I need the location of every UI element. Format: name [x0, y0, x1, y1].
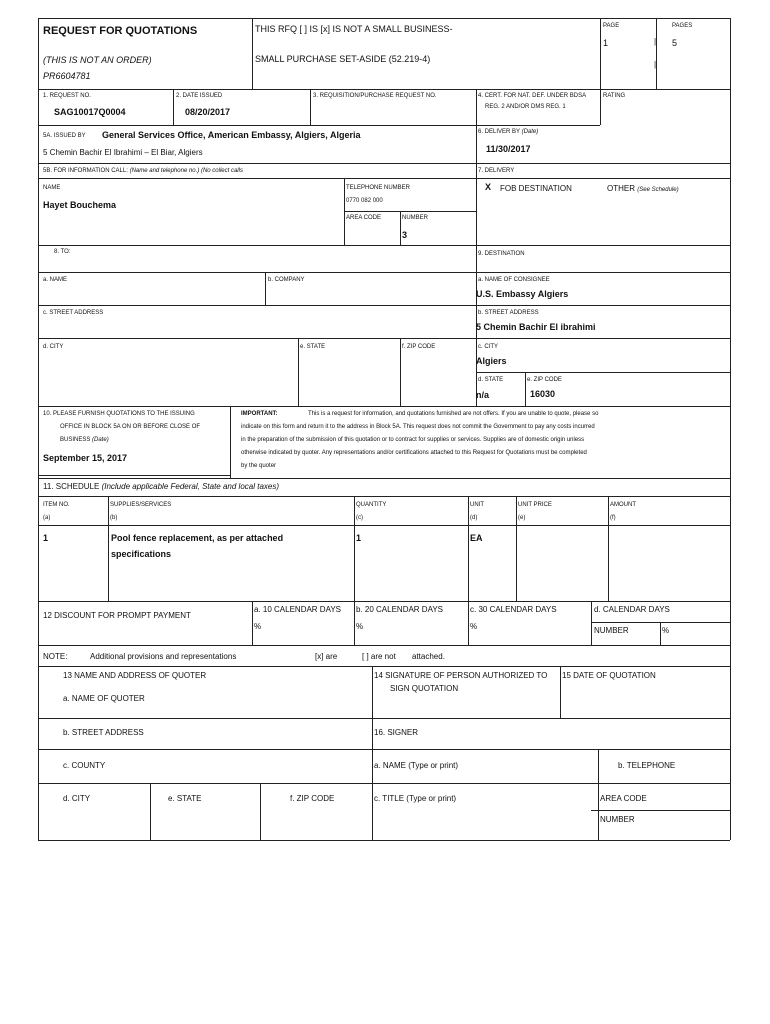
signer-label: 16. SIGNER [374, 728, 419, 737]
furnish-quotations-line3: BUSINESS (Date) [60, 437, 109, 443]
col-quantity-label: QUANTITY [356, 502, 387, 508]
signer-name-field[interactable]: a. NAME (Type or print) [374, 761, 459, 770]
to-label: 8. TO: [54, 249, 71, 255]
contact-name-value: Hayet Bouchema [43, 200, 117, 210]
contact-name-label: NAME [43, 185, 61, 191]
discount-10-days: a. 10 CALENDAR DAYS [254, 605, 341, 614]
page-label: PAGE [603, 23, 620, 29]
col-amount-label: AMOUNT [610, 502, 636, 508]
to-street-label: c. STREET ADDRESS [43, 310, 104, 316]
quoter-state-field[interactable]: e. STATE [168, 794, 202, 803]
row-supplies-line1: Pool fence replacement, as per attached [111, 533, 284, 543]
rating-label: RATING [603, 93, 626, 99]
other-option: OTHER (See Schedule) [607, 184, 679, 193]
quoter-county-field[interactable]: c. COUNTY [63, 761, 106, 770]
set-aside-statement: SMALL PURCHASE SET-ASIDE (52.219-4) [255, 54, 431, 64]
request-no-value: SAG10017Q0004 [54, 107, 126, 117]
not-order-notice: (THIS IS NOT AN ORDER) [43, 55, 152, 65]
signer-area-code-field[interactable]: AREA CODE [600, 794, 647, 803]
info-call-label: 5B. FOR INFORMATION CALL: (Name and telephone no.) (No collect calls [43, 168, 243, 174]
discount-d-days: d. CALENDAR DAYS [594, 605, 670, 614]
furnish-quotations-line2: OFFICE IN BLOCK 5A ON OR BEFORE CLOSE OF [60, 424, 201, 430]
telephone-value: 0770 082 000 [346, 198, 383, 204]
dest-state-label: d. STATE [478, 377, 504, 383]
pr-number: PR6604781 [43, 71, 91, 81]
col-unit-sub: (d) [470, 515, 478, 521]
page-value: 1 [603, 38, 609, 48]
col-item-no-sub: (a) [43, 515, 51, 521]
discount-30-pct[interactable]: % [470, 622, 478, 631]
dest-zip-value: 16030 [530, 389, 556, 399]
important-line2: indicate on this form and return it to the address in Block 5A. This request does not commit the Government to pay any costs incurred [241, 424, 595, 430]
signer-telephone-field[interactable]: b. TELEPHONE [618, 761, 676, 770]
col-unit-price-sub: (e) [518, 515, 526, 521]
telephone-label: TELEPHONE NUMBER [346, 185, 411, 191]
deliver-by-value: 11/30/2017 [486, 144, 531, 154]
col-supplies-label: SUPPLIES/SERVICES [110, 502, 172, 508]
deliver-by-label: 6. DELIVER BY (Date) [478, 129, 539, 135]
number-label: NUMBER [402, 215, 429, 221]
consignee-value: U.S. Embassy Algiers [476, 289, 569, 299]
dest-state-value: n/a [476, 390, 490, 400]
note-text: Additional provisions and representations [90, 652, 237, 661]
discount-30-days: c. 30 CALENDAR DAYS [470, 605, 557, 614]
note-are-option: [x] are [315, 652, 338, 661]
row-item-no: 1 [43, 533, 49, 543]
dest-city-label: c. CITY [478, 344, 499, 350]
note-attached: attached. [412, 652, 445, 661]
to-state-label: e. STATE [300, 344, 326, 350]
row-unit: EA [470, 533, 483, 543]
discount-20-days: b. 20 CALENDAR DAYS [356, 605, 443, 614]
dest-city-value: Algiers [476, 356, 507, 366]
note-label: NOTE: [43, 652, 68, 661]
discount-10-pct[interactable]: % [254, 622, 262, 631]
quoter-city-field[interactable]: d. CITY [63, 794, 91, 803]
request-no-label: 1. REQUEST NO. [43, 93, 91, 99]
dest-street-value: 5 Chemin Bachir El ibrahimi [476, 322, 596, 332]
cert-label-line2: REG. 2 AND/OR DMS REG. 1 [485, 104, 566, 110]
date-of-quotation-label[interactable]: 15 DATE OF QUOTATION [562, 671, 656, 680]
rfq-small-business-statement: THIS RFQ [ ] IS [x] IS NOT A SMALL BUSINESS- [255, 24, 453, 34]
col-item-no-label: ITEM NO. [43, 502, 70, 508]
delivery-label: 7. DELIVERY [478, 168, 515, 174]
signature-label-line1: 14 SIGNATURE OF PERSON AUTHORIZED TO [374, 671, 548, 680]
pages-label: PAGES [672, 23, 693, 29]
quoter-street-field[interactable]: b. STREET ADDRESS [63, 728, 144, 737]
number-value: 3 [402, 230, 408, 240]
issued-by-value: General Services Office, American Embassy, Algiers, Algeria [102, 130, 361, 140]
destination-label: 9. DESTINATION [478, 251, 525, 257]
quoter-zip-field[interactable]: f. ZIP CODE [290, 794, 335, 803]
important-line1: This is a request for information, and quotations furnished are not offers. If you are unable to quote, please so [308, 411, 599, 417]
fob-checkmark: X [485, 182, 492, 192]
dest-street-label: b. STREET ADDRESS [478, 310, 539, 316]
quoter-block-label: 13 NAME AND ADDRESS OF QUOTER [63, 671, 207, 680]
to-zip-label: f. ZIP CODE [402, 344, 436, 350]
cert-label-line1: 4. CERT. FOR NAT. DEF. UNDER BDSA [478, 93, 587, 99]
signer-number-field[interactable]: NUMBER [600, 815, 635, 824]
pages-value: 5 [672, 38, 678, 48]
col-supplies-sub: (b) [110, 515, 118, 521]
furnish-quotations-line1: 10. PLEASE FURNISH QUOTATIONS TO THE ISSUING [43, 411, 195, 417]
page-separator-lower: | [654, 60, 657, 69]
col-unit-label: UNIT [470, 502, 484, 508]
to-company-label: b. COMPANY [268, 277, 305, 283]
important-line4: otherwise indicated by quoter. Any representations and/or certifications attached to this Request for Quotations must be completed [241, 450, 587, 456]
row-supplies-line2: specifications [111, 549, 172, 559]
to-city-label: d. CITY [43, 344, 64, 350]
to-name-label: a. NAME [43, 277, 68, 283]
quoter-name-field[interactable]: a. NAME OF QUOTER [63, 694, 145, 703]
date-issued-label: 2. DATE ISSUED [176, 93, 223, 99]
discount-d-pct[interactable]: % [662, 626, 670, 635]
discount-20-pct[interactable]: % [356, 622, 364, 631]
col-quantity-sub: (c) [356, 515, 363, 521]
important-label: IMPORTANT: [241, 411, 278, 417]
form-title: REQUEST FOR QUOTATIONS [43, 25, 198, 37]
issued-by-address: 5 Chemin Bachir El Ibrahimi – El Biar, Algiers [43, 148, 203, 157]
quotation-due-date: September 15, 2017 [43, 453, 128, 463]
important-line3: in the preparation of the submission of this quotation or to contract for supplies or services. Supplies are of domestic origin unless [241, 437, 585, 443]
date-issued-value: 08/20/2017 [185, 107, 231, 117]
schedule-title: 11. SCHEDULE (Include applicable Federal, State and local taxes) [43, 482, 279, 491]
requisition-no-label: 3. REQUISITION/PURCHASE REQUEST NO. [313, 93, 437, 99]
discount-label: 12 DISCOUNT FOR PROMPT PAYMENT [43, 611, 191, 620]
col-amount-sub: (f) [610, 515, 616, 521]
issued-by-label: 5A. ISSUED BY [43, 133, 86, 139]
page-separator: | [654, 37, 657, 46]
dest-zip-label: e. ZIP CODE [527, 377, 562, 383]
consignee-label: a. NAME OF CONSIGNEE [478, 277, 550, 283]
signature-label-line2[interactable]: SIGN QUOTATION [390, 684, 459, 693]
fob-destination-option: FOB DESTINATION [500, 184, 572, 193]
col-unit-price-label: UNIT PRICE [518, 502, 552, 508]
important-line5: by the quoter [241, 463, 277, 469]
note-are-not-option: [ ] are not [362, 652, 396, 661]
signer-title-field[interactable]: c. TITLE (Type or print) [374, 794, 457, 803]
discount-d-number[interactable]: NUMBER [594, 626, 629, 635]
row-quantity: 1 [356, 533, 362, 543]
area-code-label: AREA CODE [346, 215, 382, 221]
